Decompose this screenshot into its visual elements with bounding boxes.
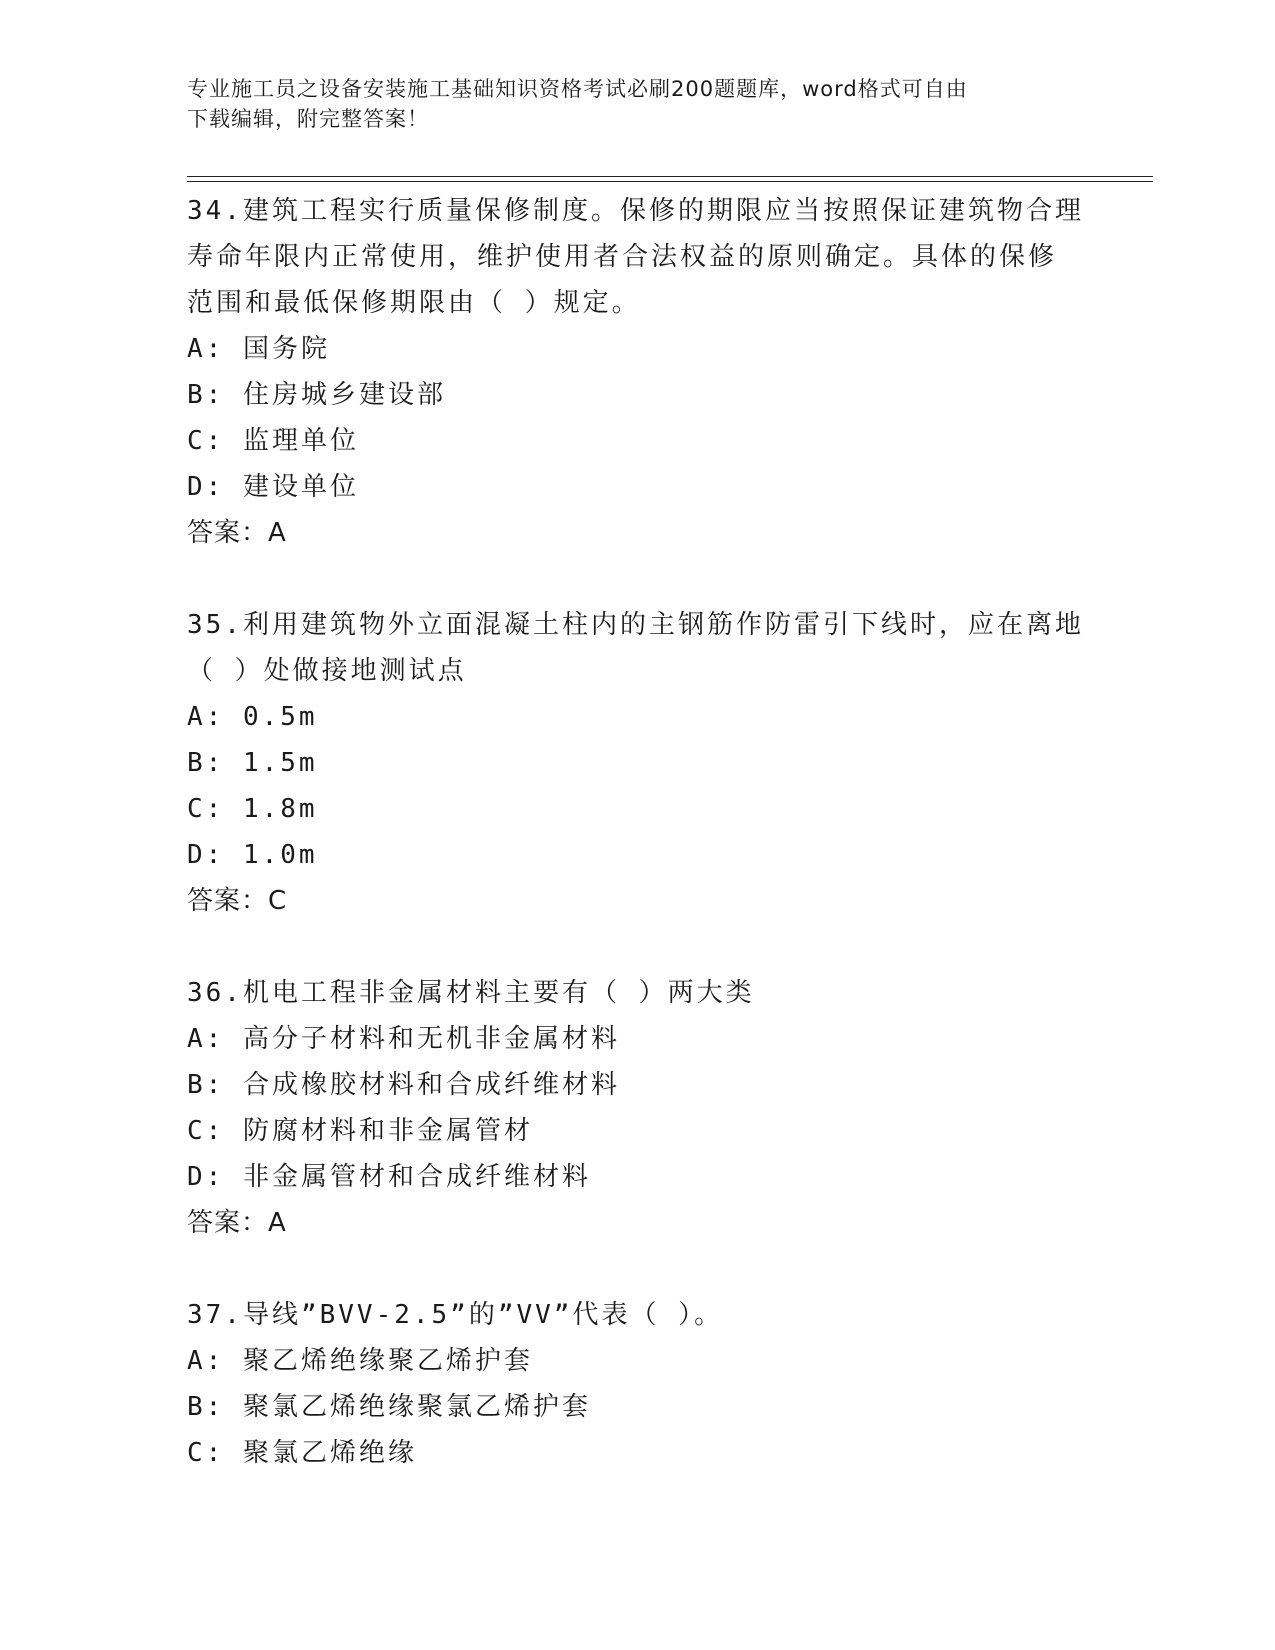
option-d: D: 1.0m bbox=[187, 840, 318, 870]
option-b: B: 1.5m bbox=[187, 748, 318, 778]
question-text-line: 37.导线”BVV-2.5”的”VV”代表（ ）。 bbox=[187, 1300, 724, 1330]
question-text-line: 35.利用建筑物外立面混凝土柱内的主钢筋作防雷引下线时，应在离地 bbox=[187, 610, 1084, 640]
option-d: D: 非金属管材和合成纤维材料 bbox=[187, 1162, 591, 1192]
header-line-2: 下载编辑，附完整答案！ bbox=[187, 107, 429, 131]
option-a: A: 高分子材料和无机非金属材料 bbox=[187, 1024, 620, 1054]
question-text-line: 寿命年限内正常使用，维护使用者合法权益的原则确定。具体的保修 bbox=[187, 242, 1058, 272]
document-header bbox=[187, 74, 1087, 134]
question-text-line: 范围和最低保修期限由（ ）规定。 bbox=[187, 288, 641, 318]
question-37 bbox=[187, 1292, 1087, 1476]
answer: 答案：A bbox=[187, 518, 287, 548]
option-c: C: 1.8m bbox=[187, 794, 318, 824]
header-rule-bottom bbox=[187, 181, 1153, 182]
question-text-line: 36.机电工程非金属材料主要有（ ）两大类 bbox=[187, 978, 755, 1008]
answer: 答案：C bbox=[187, 886, 288, 916]
answer: 答案：A bbox=[187, 1208, 287, 1238]
option-a: A: 国务院 bbox=[187, 334, 330, 364]
option-a: A: 0.5m bbox=[187, 702, 318, 732]
option-c: C: 聚氯乙烯绝缘 bbox=[187, 1438, 417, 1468]
option-c: C: 防腐材料和非金属管材 bbox=[187, 1116, 533, 1146]
header-rule-top bbox=[187, 176, 1153, 177]
option-b: B: 合成橡胶材料和合成纤维材料 bbox=[187, 1070, 620, 1100]
option-a: A: 聚乙烯绝缘聚乙烯护套 bbox=[187, 1346, 533, 1376]
header-line-1: 专业施工员之设备安装施工基础知识资格考试必刷200题题库，word格式可自由 bbox=[187, 77, 968, 101]
option-d: D: 建设单位 bbox=[187, 472, 359, 502]
option-c: C: 监理单位 bbox=[187, 426, 359, 456]
question-35 bbox=[187, 602, 1087, 924]
question-text-line: （ ）处做接地测试点 bbox=[187, 656, 467, 686]
question-text-line: 34.建筑工程实行质量保修制度。保修的期限应当按照保证建筑物合理 bbox=[187, 196, 1084, 226]
option-b: B: 聚氯乙烯绝缘聚氯乙烯护套 bbox=[187, 1392, 591, 1422]
question-list bbox=[187, 188, 1087, 1476]
question-36 bbox=[187, 970, 1087, 1246]
option-b: B: 住房城乡建设部 bbox=[187, 380, 446, 410]
question-34 bbox=[187, 188, 1087, 556]
